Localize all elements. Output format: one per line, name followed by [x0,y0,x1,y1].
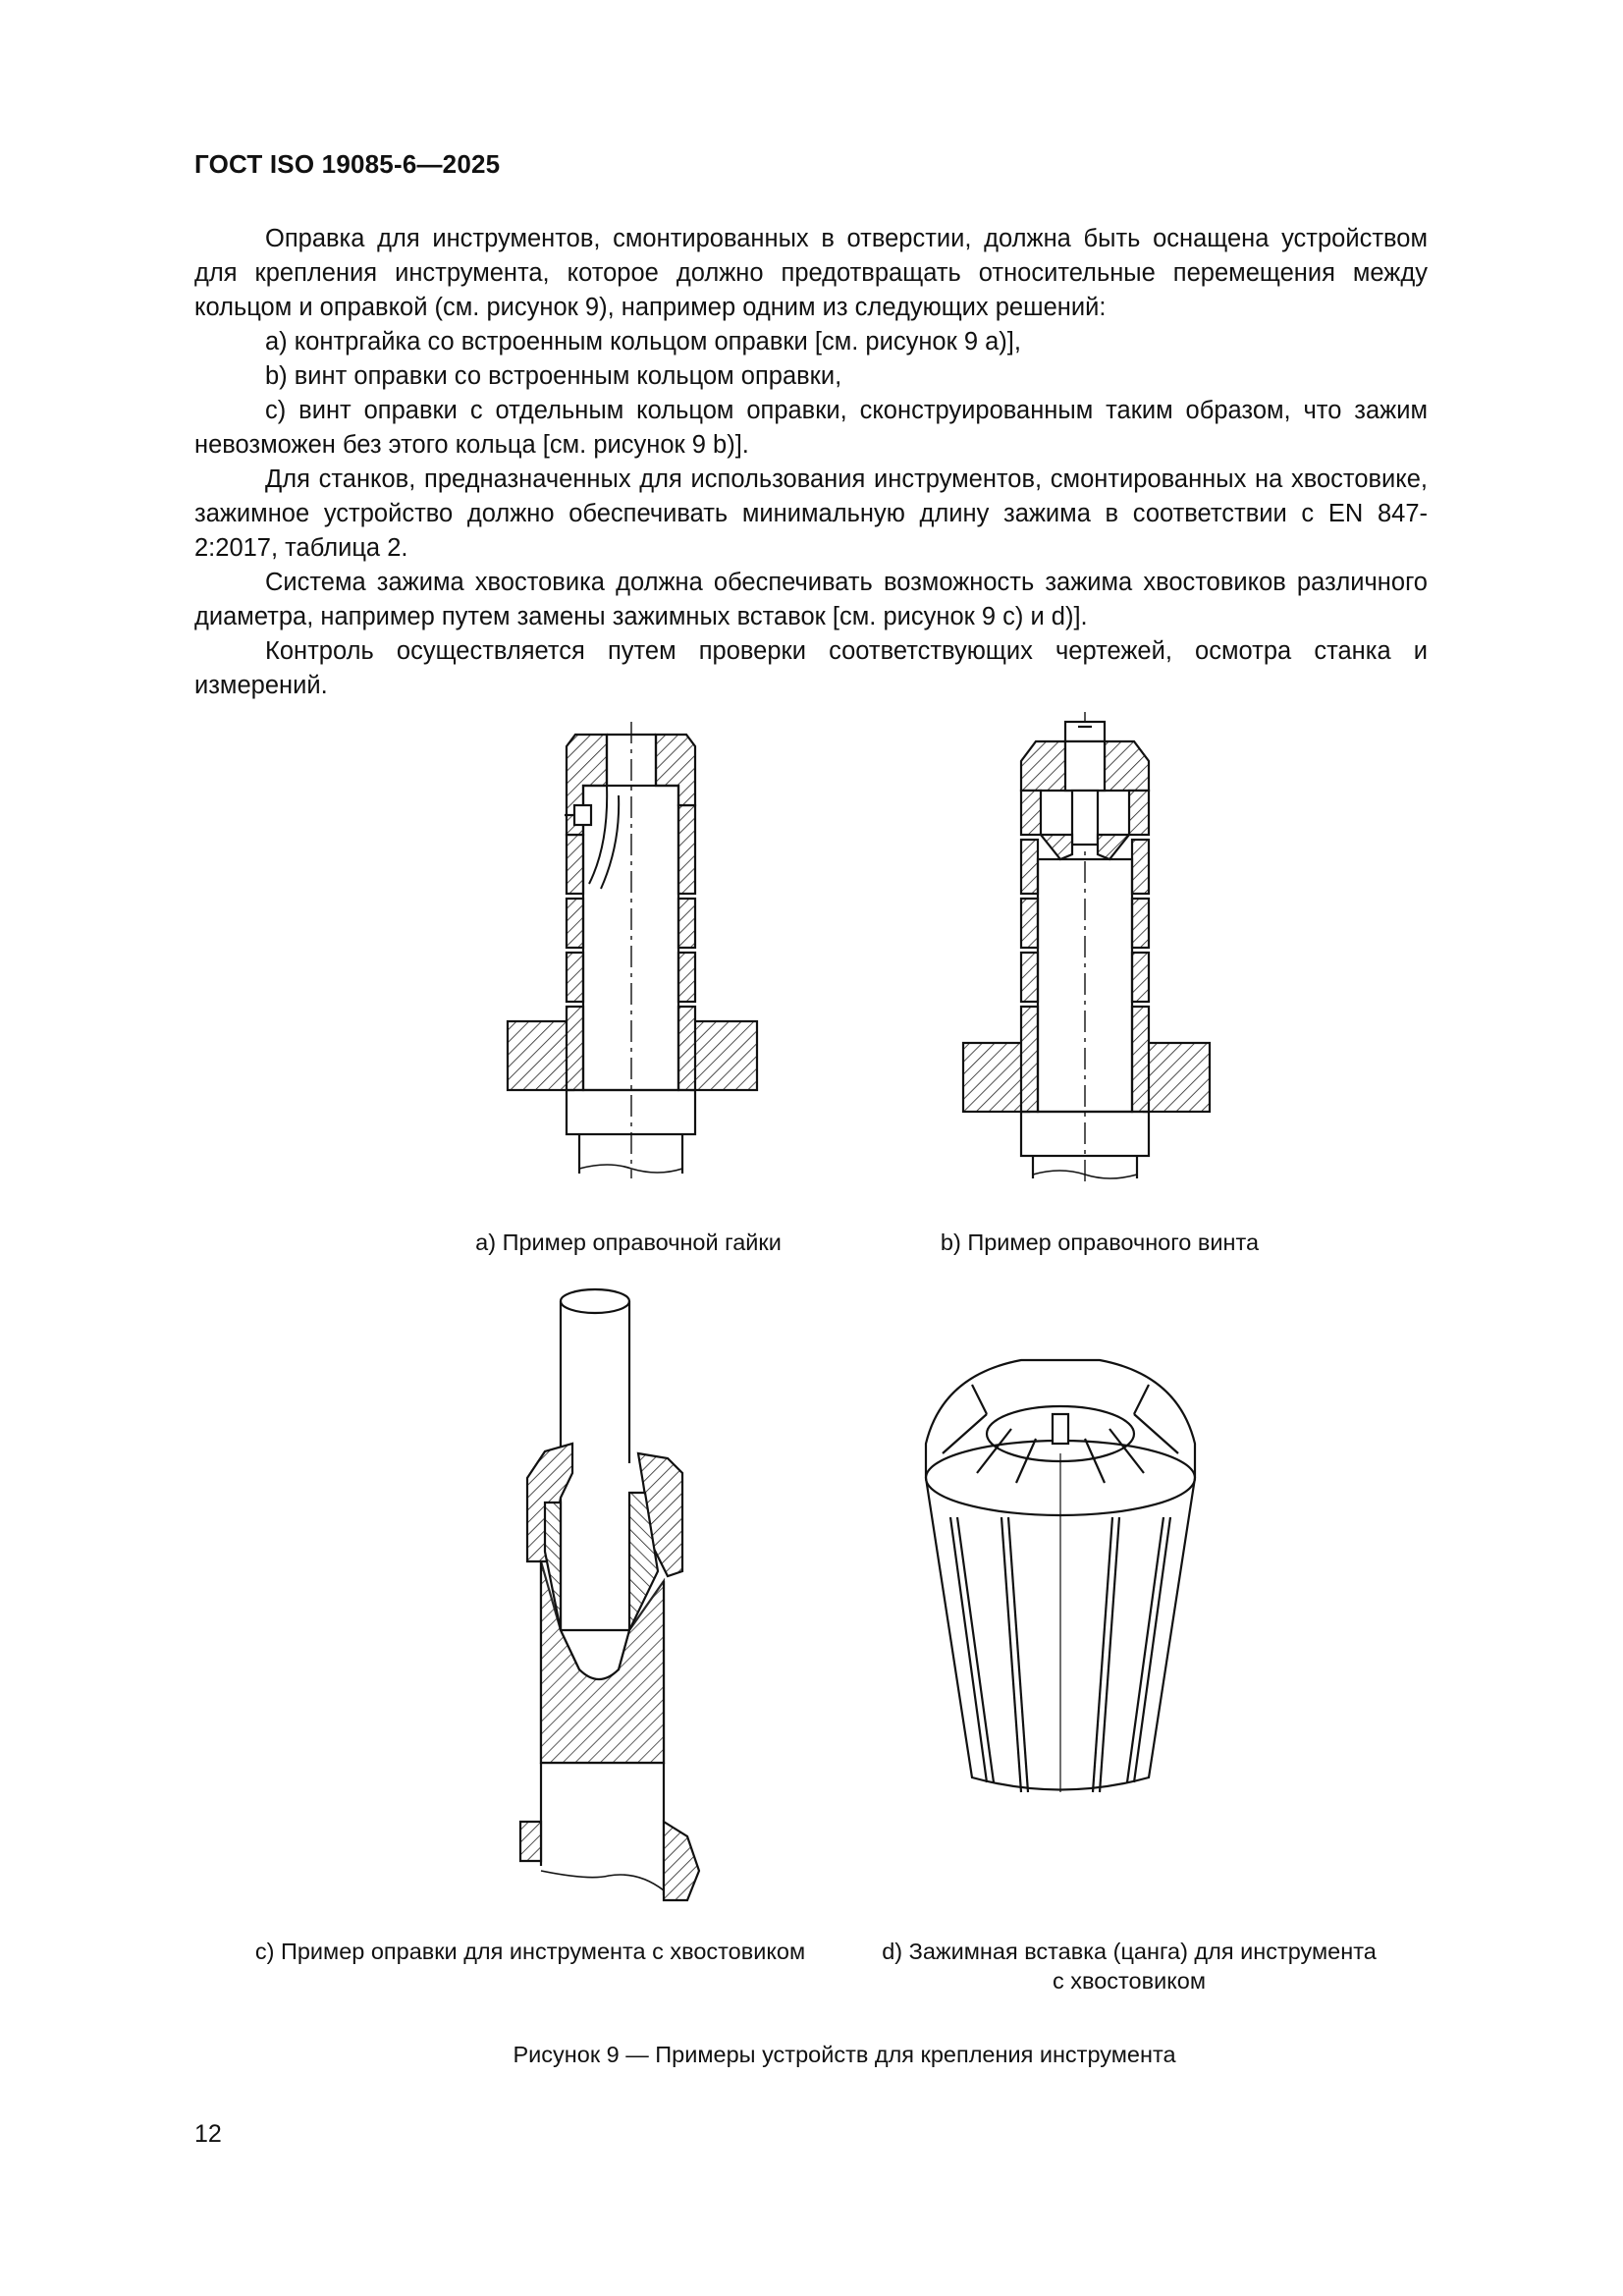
list-item-b: b) винт оправки со встроенным кольцом оправки, [265,362,842,390]
caption-d-line1: d) Зажимная вставка (цанга) для инструмента [882,1939,1377,1964]
drawing-collet [926,1360,1195,1792]
list-item-a: a) контргайка со встроенным кольцом оправки [см. рисунок 9 a)], [265,328,1021,355]
drawing-arbor-nut [508,722,757,1178]
drawing-shank-arbor [520,1289,699,1900]
paragraph-shank-clamping: Система зажима хвостовика должна обеспечивать возможность зажима хвостовиков различного диаметра, например путем замены зажимных вставок [см. рисунок 9 c) и d)]. [194,569,1428,630]
caption-d [854,1937,1404,1995]
figure-title: Рисунок 9 — Примеры устройств для крепления инструмента [513,2042,1176,2067]
caption-d-line2: с хвостовиком [1052,1968,1207,1994]
paragraph-arbor-fixing: Оправка для инструментов, смонтированных в отверстии, должна быть оснащена устройством для крепления инструмента, которое должно предотвращать относительные перемещения между кольцом и оправкой (см. рисунок 9), например одним из следующих решений: [194,225,1428,321]
document-header: ГОСТ ISO 19085-6—2025 [194,149,501,179]
page-number: 12 [194,2120,222,2148]
caption-a: a) Пример оправочной гайки [475,1230,782,1255]
drawing-arbor-screw [963,712,1210,1183]
caption-b: b) Пример оправочного винта [940,1230,1260,1255]
list-item-c: c) винт оправки с отдельным кольцом оправки, сконструированным таким образом, что зажим невозможен без этого кольца [см. рисунок 9 b)]. [194,397,1428,459]
paragraph-verification: Контроль осуществляется путем проверки соответствующих чертежей, осмотра станка и измерений. [194,637,1428,699]
paragraph-shank-tools: Для станков, предназначенных для использования инструментов, смонтированных на хвостовике, зажимное устройство должно обеспечивать минимальную длину зажима в соответствии с EN 847-2:2017, таблица 2. [194,465,1428,562]
caption-c: c) Пример оправки для инструмента с хвостовиком [254,1939,806,1964]
